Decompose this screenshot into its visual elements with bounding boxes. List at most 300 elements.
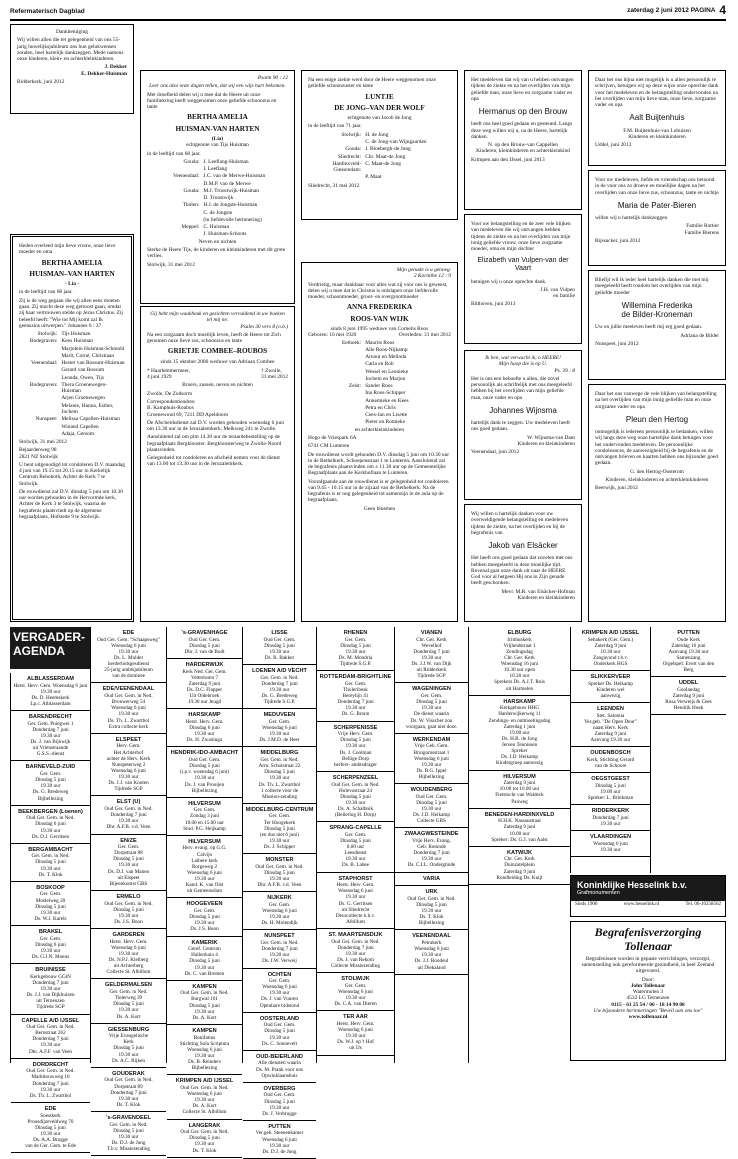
agenda-line: Vrije Evangelische [108,1033,149,1040]
agenda-line: Oud Ger. Gem. in Ned. [255,863,304,870]
agenda-line: Donderdag 7 juni [32,726,69,733]
agenda-line: 10.00 en 15.00 uur [184,819,225,826]
agenda-line: 19.30 uur [345,894,366,901]
family-member [308,132,451,138]
family-name: Wessel en Leonieke [365,368,409,375]
agenda-line: uit Gemeensdam [186,888,222,895]
family-member [19,395,125,401]
agenda-entry [243,892,316,930]
agenda-entry [167,659,242,709]
place-date: Krimpen aan den IJssel, juni 2013 [471,156,545,163]
agenda-line: Ger. Gem. [39,891,62,898]
agenda-line: Dinsdag 5 juni [416,799,447,806]
agenda-line: Ds. J. van Prooijen [184,781,225,788]
family-name: J. Huisman-Schoots [203,231,247,238]
signature: W. Wijnsma-van Dam [527,434,575,441]
agenda-line: Ds. B. Bakker [264,654,295,661]
agenda-line: Extra collecte kerk [108,723,149,730]
family-name: H.J. de Jongste-Huisman [203,202,258,209]
deceased-name: ANNA FREDERIKA [346,303,413,312]
notice-de-bilder [588,270,726,380]
family-member [19,353,125,359]
family-name: Cees-Jan en Lisette [365,412,408,419]
notice-text: Uw en jullie meeleven heeft mij erg goed gedaan. [595,324,703,331]
agenda-line: Donderdag 7 juni [413,850,450,857]
agenda-line: Ds. M. Prank voor ons [256,1066,303,1073]
agenda-line: 19.30 uur [40,909,61,916]
agenda-line: Woensdag 6 juni [111,705,146,712]
notice-de-pater [588,170,726,266]
notice-text: Sterke de Heere Tijs, de kinderen en kleinkinderen met dit grote verlies. [147,247,286,260]
deceased-name: Hermanus op den Brouw [478,107,568,117]
family-member [19,424,125,430]
family-member [308,405,451,411]
agenda-place: ELST (U) [116,799,141,806]
agenda-line: Openbare bidstond [259,1002,300,1009]
family-place [308,139,365,145]
address: 6741 CM Lunteren [308,443,350,450]
agenda-line: Dinsdag 5 juni [340,793,371,800]
agenda-line: Ds. C. van Bremen [184,970,225,977]
agenda-line: Ter Hoogekerk [263,819,296,826]
agenda-place: ERMELO [116,893,141,900]
header-rule [10,19,726,21]
family-name: Melanie, Hanna, Esther, Jochem [61,402,114,415]
agenda-line: Dinsdag 5 juni [35,859,66,866]
family-member [308,340,451,346]
agenda-place: GARDEREN [112,932,145,939]
agenda-line: 10.30 uur open [503,667,536,674]
agenda-line: Ds. J. van Vuuren [261,996,298,1003]
verse-quote: Gij hebt mijn waakheuk en gezichten vervuldend in uw boeken tel mij ne. [150,311,285,324]
family-member [19,382,125,395]
relatives: en achterkleinkinderen [354,426,405,433]
agenda-line: Kerk, Stichting Gerard [586,757,635,763]
agenda-line: Kindergroep aanwezig [495,760,543,767]
family-member [308,398,451,404]
deceased-name: HUISMAN–VAN HARTEN [29,269,115,278]
agenda-entry [91,627,166,683]
agenda-line: Hallenhaiu 4 [191,952,218,959]
agenda-line: Oud Ger. Gem. in Ned. [331,781,380,788]
deceased-name: Willemina Frederika [621,300,693,310]
agenda-line: Woensdag 6 juni [262,725,297,732]
agenda-line: Dhr. A.F.B. v.d. Veen [257,882,302,889]
agenda-place: WERKENDAM [412,736,451,743]
agenda-entry [167,836,242,899]
ad-title: Koninklijke Hesselink b.v. [577,880,687,890]
agenda-place: STOLWIJK [341,976,370,983]
agenda-line: 19.30 uur [269,1142,290,1149]
age: in de leeftijd van 68 jaar. [19,289,73,296]
agenda-line: Dinsdag 5 juni [189,914,220,921]
family-place [308,419,365,425]
agenda-line: Hendrik Hoek [673,705,704,712]
family-list [147,159,288,238]
agenda-line: Zaterdag 9 juni [594,642,627,649]
agenda-line: Dinsdag 5 juni [264,1098,295,1105]
agenda-line: Ds. H. Zwaninga [186,737,223,744]
family-name: C. Huisman [203,224,230,231]
agenda-line: Ds. G. Bredeweg [261,693,298,700]
agenda-line: Chr. Ger. Kerk [504,856,535,863]
agenda-line: Dinsdag 5 juni [264,769,295,776]
signature: Kinderen, kleinkinderen en achterkleinkind [476,148,570,155]
agenda-entry [395,784,468,828]
agenda-column [166,627,242,1154]
agenda-line: Vettertoren 7 [191,674,218,681]
agenda-entry [91,835,166,891]
agenda-line: Woensdag 6 juni [262,908,297,915]
agenda-entry [167,937,242,981]
agenda-place: MONSTER [265,857,294,864]
family-list [308,340,451,426]
family-place [147,195,203,201]
family-place [147,217,203,223]
agenda-line: Herst. Herv. Gem. [109,938,148,945]
family-member [19,403,125,416]
ad-url: www.hesselink.nl [623,901,660,907]
agenda-line: 19.30 uur [118,711,139,718]
family-name: C. de Jong-van Wijngaarden [365,139,427,146]
agenda-line: 19.30 uur [421,952,442,959]
agenda-line: (en dus niet 6 juni) [259,831,300,838]
agenda-line: Dinsdag 5 juni [340,642,371,649]
agenda-entry [395,734,468,784]
family-place: Stolwijk: [341,131,362,138]
agenda-line: Herst. Herv. Gem. [185,718,224,725]
agenda-line: Ver.geb. "De Open Deur" [584,718,637,725]
notice-text: betuigen wij u onze oprechte dank. [471,278,547,285]
agenda-line: Dinsdag 5 juni [113,1001,144,1008]
correspondence: Groenewoud 69, 7211 DD Apeldoorn [147,411,229,418]
agenda-column [394,627,468,1063]
notice-text: Met droefheid delen wij u mee dat de Heere uit onze familiekring heeft weggenomen onze geliefde schoonzus en tante [147,91,277,111]
agenda-line: Ger. Gem. [39,771,62,778]
nickname: (Lia) [211,136,224,143]
agenda-line: Ger. Gem. [268,813,291,820]
page-label: PAGINA [690,7,716,15]
agenda-line: Ds. A.A. Brugge [33,1137,68,1144]
agenda-line: Ds. A. Kort [116,1013,141,1020]
deceased-name: LUNTJE [365,92,394,101]
agenda-line: Collecte St. Albillum [106,969,151,976]
agenda-line: 19.30 uur [118,774,139,781]
agenda-line: 19.30 uur [345,856,366,863]
agenda-entry [317,671,394,721]
agenda-line: 19.30 uur [421,806,442,812]
agenda-line: Herv. Gem. [116,743,141,750]
agenda-line: Woensdag 6 juni [187,869,222,876]
agenda-place: HARSKAMP [188,712,221,719]
agenda-line: Sprekers Ds. A.J.T. Ruis [494,679,545,686]
agenda-line: Tijdrede SGP [114,786,143,793]
agenda-line: Holevostraat 24 [339,787,372,794]
family-name: Tijs Huisman [61,331,91,338]
agenda-line: Ds. B. Labee [341,862,370,869]
agenda-line: Rosa Verweijs & Cees [665,699,712,706]
agenda-line: 19.30 uur [421,856,442,863]
agenda-line: 10.00 tot 16.00 uur [499,786,540,793]
family-member [147,217,288,223]
agenda-line: Donderdag 7 juni [32,979,69,986]
agenda-place: OEGSTGEEST [591,776,630,783]
deceased-name: de Bilder-Kroneman [621,310,693,320]
agenda-line: 19.30 uur [269,1104,290,1111]
agenda-line: Woensdag 6 juni [187,1046,222,1053]
agenda-place: KAMPEN [192,983,217,990]
family-name: Petra en Chris [365,404,396,411]
agenda-line: 19.30 uur [118,1007,139,1014]
notice-text: Verdrietig, maar dankbaar voor alles wat zij voor ons is geweest, delen wij u mee dat in Christus is ontslapen onze liefdevolle moeder, schoonmoeder, groot- en overgrootmoeder [308,281,448,301]
agenda-line: 19.30 uur [269,1034,290,1041]
agenda-line: 19.30 uur [345,1033,366,1040]
family-place: Gouda: [183,187,200,194]
family-member [308,347,451,353]
agenda-line: 19.30 uur [40,732,61,739]
family-name: C. de Jongste [203,209,233,216]
age: in de leeftijd van 68 jaar. [147,150,201,157]
agenda-entry [317,973,394,1011]
agenda-line: Ds. A. Kort [192,1014,217,1021]
agenda-line: Ds. J.S. Boon [114,918,143,925]
notice-dankbetuiging [10,24,134,114]
family-member [308,139,451,145]
family-member [308,412,451,418]
signature: en familie [553,293,575,300]
died-date: 31 mei 2012 [261,374,288,381]
agenda-line: Ds. C. Sonnevelt [261,1040,298,1047]
born-date: 4 juni 1929 [147,374,172,381]
agenda-line: Kand. K. van Olst [185,882,224,889]
agenda-line: van de dominee [112,673,145,680]
notice-text: Na een enige ziekte werd door de Heere weggenomen onze geliefde schoonzuster en tante [308,77,436,90]
family-name: Annemieke en Kees [365,397,409,404]
agenda-line: Dinsdag 5 juni [189,1135,220,1142]
ad-by: Door: [641,976,655,983]
agenda-line: Ger. Gem. [420,693,443,700]
agenda-line: Kinderen wel [596,686,625,693]
agenda-line: Dinsdag 6 juni [189,725,220,732]
agenda-line: Woensdag 6 juni [593,840,628,847]
agenda-line: Geb. Rotunde [417,844,446,851]
notice-text: heeft ons heel goed gedaan en gesteund. Langs deze weg willen wij u, na de Heere, hartelijk danken. [471,121,573,140]
agenda-line: 19.30 uur [40,1042,61,1049]
agenda-place: BEEKBERGEN (Loenen) [18,808,83,815]
agenda-line: Ds. J.W. Verweij [262,958,297,965]
agenda-line: Collecte Missiezending [331,963,380,970]
family-place: Tholen: [182,202,200,209]
date: zaterdag 2 juni 2012 [627,7,689,15]
notice-roos [301,262,458,622]
agenda-line: Chr. Ger. Kerk [504,654,535,661]
agenda-line: Markttouwweg 10 [31,1074,70,1081]
address: 2821 NZ Stolwijk [19,453,58,460]
place-date: Sliedrecht, 31 mei 2012 [308,182,360,189]
agenda-line: Dinsdag 5 juni [595,782,626,789]
family-member [19,360,125,366]
agenda-line: 25-jarig ambtsjubileum [104,667,153,674]
notice-text: Het medeleven dat wij van u hebben ontvangen tijdens de ziekte en na het overlijden van mijn geliefde man, onze lieve en zorgzame vader en opa [471,77,574,102]
notice-buijtenhuis [588,70,726,166]
agenda-entry [91,891,166,929]
agenda-line: Ver.geb. Steenenkamer [255,1130,304,1137]
notice-text: Na een zorgzaam doch moeilijk leven, heeft de Heere tot Zich genomen onze lieve zus, schoonzus en tante [147,331,281,345]
agenda-line: Stud. P.G. Heijkamp [183,825,226,832]
agenda-line: 19.30 uur [194,920,215,927]
agenda-place: PUTTEN [677,630,700,636]
agenda-place: UDDEL [678,680,699,687]
agenda-line: Ds. D. Heemskerk [31,694,70,701]
family-member [308,369,451,375]
notice-title: Dankbetuiging [55,29,89,35]
family-place: Bodegraven: [29,338,58,345]
agenda-line: 19.30 uur [269,775,290,782]
agenda-line: Chr. Ger. Kerk [416,636,447,643]
agenda-line: 19.30 uur [421,705,442,712]
agenda-line: voorgaan, gaat niet door. [405,723,458,730]
agenda-line: Zaterdag 9 juni [503,868,536,875]
agenda-line: (i.p.v. woensdag 6 juni) [180,769,229,776]
family-place [308,174,365,180]
agenda-line: Ger. Gem. in Ned. [31,853,70,860]
agenda-line: Ds. J. Schipper [263,844,296,851]
agenda-entry [469,627,570,696]
agenda-line: Donderdag 7 juni [32,1036,69,1043]
agenda-entry [91,1068,166,1112]
agenda-line: 19.30 uur [194,876,215,883]
agenda-line: Ds. Th. L. Zwartbol [258,781,301,788]
family-name: D.M.P. van de Merwe [203,180,251,187]
family-name: Maurits Roos [365,339,395,346]
agenda-line: Ds. J.J.W. van Dijk [411,661,452,668]
agenda-line: Zaterdag 9 juni [594,731,627,738]
signature: Familie Rottier [686,223,719,230]
agenda-entry [167,798,242,836]
agenda-place: EN/ZE [120,837,137,844]
agenda-line: Rondleiding Ds. Kuijt [496,874,543,881]
family-member [308,376,451,382]
verse-ref: Psalm 90 : 12 [257,75,288,81]
agenda-line: Ger. Gem. Pniegwei 1 [27,720,74,727]
family-name: P. Maat [365,174,382,181]
agenda-place: BERGAMBACHT [28,846,73,853]
agenda-place: VIANEN [420,630,443,636]
signature: Adriana de Bilder [680,332,719,339]
ad-tollenaar [570,921,726,1061]
agenda-entry [11,882,90,926]
family-member [147,210,288,216]
agenda-entry [571,703,650,747]
agenda-line: Ger. Gem. [268,718,291,725]
agenda-entry [11,1103,90,1153]
agenda-line: Ds. T. Klok [38,871,63,878]
agenda-line: Spreker Ds. Heikamp [588,680,633,687]
agenda-line: naast Herv. Kerk [593,725,628,732]
family-name: Hester van Rossum-Huisman [61,360,125,367]
agenda-line: 10.30 uur [509,673,530,680]
agenda-line: van de Schoore [594,763,627,770]
agenda-entry [469,847,570,885]
family-member [147,159,288,165]
family-name: Kees Huisman [61,338,93,345]
agenda-line: 19.30 uur [421,761,442,768]
agenda-line: Oud Ger. Gem. [263,1092,296,1099]
agenda-line: Ds. T. Klok [192,1147,217,1154]
family-name: C. Maat-de Jong [365,160,401,167]
notice-text: Voor uw medeleven, liefde en vriendschap ons betoond in de voor ons zo droeve en moeilijke dagen na het overlijden van onze lieve zus, schoonzus, tante en nichtje [595,177,719,196]
agenda-line: Ds. J. van Rekom [337,957,374,964]
agenda-line: Zendings- en ontmoetingsdag [488,717,551,724]
agenda-line: Ds. J.J. van Dijkhuizen [26,992,75,999]
place-date: Nunspeet, juni 2012 [595,340,639,347]
agenda-line: Vrije Geb. Gem. [414,743,449,750]
notice-text: Het heeft ons goed gedaan dat zovelen met ons hebben meegeleefd in deze moeilijke tijd. Bovenal gaat onze dank uit naar de HEERE God voor al hetgeen Hij ons in Zijn genade heeft geschonken. [471,555,573,587]
family-name: (in liefdevolle herinnering) [203,216,262,223]
verse-ref: 2 Korinthe 12 : 9 [413,273,451,280]
agenda-place: KAMERIK [191,939,218,946]
agenda-line: 8.00 uur [346,844,365,851]
agenda-line: Oud Ger. Gem. in Ned. [104,693,153,700]
agenda-line: Nunspeterweg 2 [111,761,146,768]
family-place [308,390,365,396]
agenda-place: SCHERPENISSE [333,724,378,731]
place-date: Veenendaal, juni 2012 [471,449,520,456]
agenda-line: Donderdag 7 juni [337,699,374,706]
agenda-entry [243,804,316,854]
agenda-line: 19.30 uur [345,799,366,806]
agenda-place: STAPHORST [338,875,373,882]
agenda-entry [243,1051,316,1083]
agenda-entry [91,734,166,797]
agenda-place: HOOGEVEEN [186,901,223,908]
agenda-line: 19.30 uur [269,686,290,693]
notice-den-hertog [588,384,726,622]
notice-text: Geen bloemen [363,505,396,512]
agenda-line: 19.30 uur [40,1130,61,1137]
agenda-line: Dinsdag 5 juni [35,1124,66,1131]
agenda-entry [243,1121,316,1159]
deceased-name: Maria de Pater-Bieren [617,200,697,210]
died-date: Overleden: 31 mei 2012 [398,332,451,339]
agenda-line: 19.30 uur [194,1052,215,1059]
agenda-line: Orgelspel: Evert van den [662,661,715,668]
agenda-title [10,627,90,669]
agenda-entry [317,873,394,929]
signature: Kinderen, kleinkinderen en achterkleinkinderen [605,476,709,483]
family-member [308,390,451,396]
agenda-line: Bruigomsstraat 1 [413,749,450,756]
agenda-place: LOENEN A/D VECHT [252,668,307,675]
verse-quote: Leer ons alzo onze dagen tellen, dat wij een wijs hart bekomen. [149,83,286,90]
agenda-entry [571,747,650,773]
agenda-line: 19.30 uur [194,1141,215,1148]
agenda-line: Oud Ger. Gem. in Ned. [407,895,456,902]
family-place [19,346,61,352]
agenda-line: Herv. evang. op G.G. [182,845,227,852]
agenda-line: Dinsdag 5 juni [113,856,144,863]
agenda-line: Dinsdag 5 juni [340,737,371,744]
agenda-place: WAGENINGEN [412,686,451,693]
agenda-line: Samenzang [676,654,701,661]
agenda-line: Ds. J.S. Boon [190,926,219,933]
family-place: Sliedrecht: [337,153,362,160]
family-place [147,231,203,237]
family-place [147,166,203,172]
page-header [10,4,726,20]
verse-quote: Mijn genade is u genoeg. [396,267,451,273]
agenda-line: herfers- ambtsdrager [333,761,378,768]
